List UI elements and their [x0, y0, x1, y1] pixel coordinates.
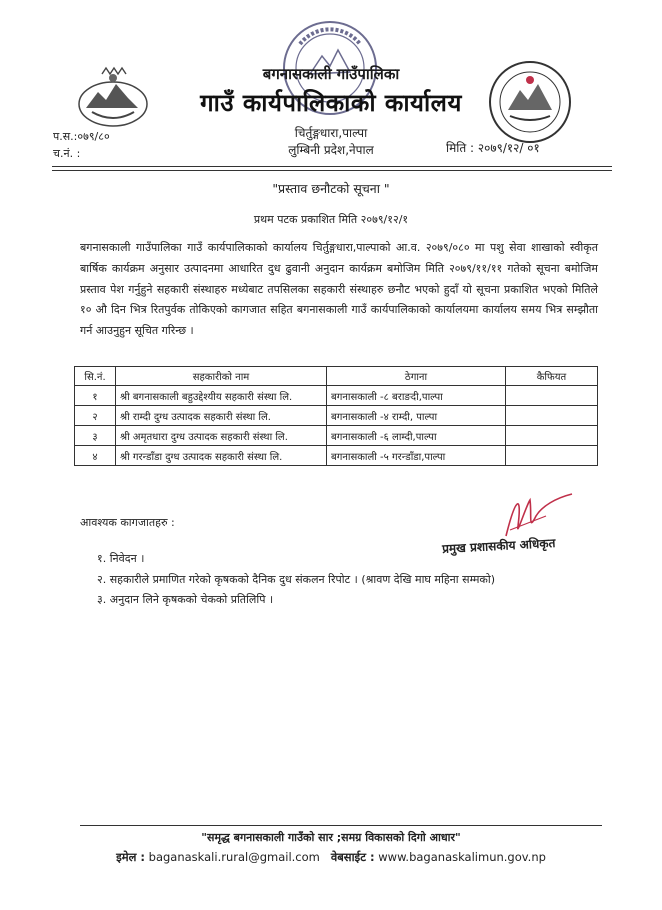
row-remark [506, 426, 598, 446]
col-serial: सि.नं. [75, 367, 116, 386]
row-name: श्री अमृतधारा दुग्ध उत्पादक सहकारी संस्था लि. [116, 426, 327, 446]
table-row [75, 406, 598, 426]
documents-heading: आवश्यक कागजातहरु : [80, 516, 175, 529]
row-address: बगनासकाली -५ गरन्डाँडा,पाल्पा [327, 446, 506, 466]
table-row [75, 386, 598, 406]
row-name: श्री बगनासकाली बहुउद्देश्यीय सहकारी संस्था लि. [116, 386, 327, 406]
document-item: ३. अनुदान लिने कृषकको चेकको प्रतिलिपि । [97, 593, 274, 606]
row-serial: १ [75, 386, 116, 406]
website-link[interactable]: www.baganaskalimun.gov.np [378, 850, 546, 864]
dispatch-number: च.नं. : [53, 147, 81, 160]
row-address: बगनासकाली -८ बराङदी,पाल्पा [327, 386, 506, 406]
table-row [75, 446, 598, 466]
email-link[interactable]: baganaskali.rural@gmail.com [148, 850, 320, 864]
table-row [75, 426, 598, 446]
row-remark [506, 406, 598, 426]
notice-title: "प्रस्ताव छनौटको सूचना " [272, 181, 390, 196]
email-label: इमेल : [116, 850, 145, 864]
table-header-row [75, 367, 598, 386]
row-remark [506, 386, 598, 406]
col-remarks: कैफियत [506, 367, 598, 386]
footer-contact [0, 850, 662, 865]
office-title: गाउँ कार्यपालिकाको कार्यालय [200, 89, 462, 117]
header-divider-top [52, 166, 612, 167]
address-line-2: लुम्बिनी प्रदेश,नेपाल [288, 143, 374, 157]
footer-motto: "समृद्ध बगनासकाली गाउँको सार ;समग्र विकासको दिगो आधार" [201, 831, 461, 844]
row-serial: २ [75, 406, 116, 426]
row-serial: ३ [75, 426, 116, 446]
address-line-1: चिर्तुङ्गधारा,पाल्पा [294, 126, 368, 140]
row-remark [506, 446, 598, 466]
document-item: २. सहकारीले प्रमाणित गरेको कृषकको दैनिक दुध संकलन रिपोट । (श्रावण देखि माघ महिना सम्मको) [97, 573, 496, 586]
row-address: बगनासकाली -६ लाम्दी,पाल्पा [327, 426, 506, 446]
document-item: १. निवेदन । [97, 552, 145, 565]
publication-date: प्रथम पटक प्रकाशित मिति २०७९/१२/१ [253, 213, 409, 226]
row-name: श्री राम्दी दुग्ध उत्पादक सहकारी संस्था लि. [116, 406, 327, 426]
website-label: वेबसाईट : [330, 850, 375, 864]
cooperatives-table [74, 366, 598, 466]
col-address: ठेगाना [327, 367, 506, 386]
header-divider-bottom [52, 170, 612, 171]
notice-body: बगनासकाली गाउँपालिका गाउँ कार्यपालिकाको कार्यालय चिर्तुङ्गधारा,पाल्पाको आ.व. २०७९/०८० मा पशु सेवा शाखाको स्वीकृत बार्षिक कार्यक्रम अनुसार उत्पादनमा आधारित दुध ढुवानी अनुदान कार्यक्रम बमोजिम मिति २०७९/११/११ गतेको सूचना बमोजिम प्रस्ताव पेश गर्नुहुने सहकारी संस्थाहरु मध्येबाट तपसिलका सहकारी संस्थाहरु छनौट भएको हुदाँ यो सूचना प्रकाशित भएको मितिले १० औ दिन भित्र रितपुर्वक तोकिएको कागजात सहित बगनासकाली गाउँ कार्यपालिकाको कार्यालयमा कार्यालय समय भित्र सम्झौता गर्न आउनुहुन सूचित गरिन्छ । [80, 241, 598, 338]
row-name: श्री गरन्डाँडा दुग्ध उत्पादक सहकारी संस्था लि. [116, 446, 327, 466]
municipality-name: बगनासकाली गाउँपालिका [262, 65, 400, 83]
reference-number: प.स.:०७९/८० [53, 130, 110, 143]
row-address: बगनासकाली -४ राम्दी, पाल्पा [327, 406, 506, 426]
col-name: सहकारीको नाम [116, 367, 327, 386]
signatory-title: प्रमुख प्रशासकीय अधिकृत [441, 536, 556, 556]
issue-date: मिति : २०७९/१२/ ०१ [446, 141, 540, 155]
row-serial: ४ [75, 446, 116, 466]
footer-divider [80, 825, 602, 826]
